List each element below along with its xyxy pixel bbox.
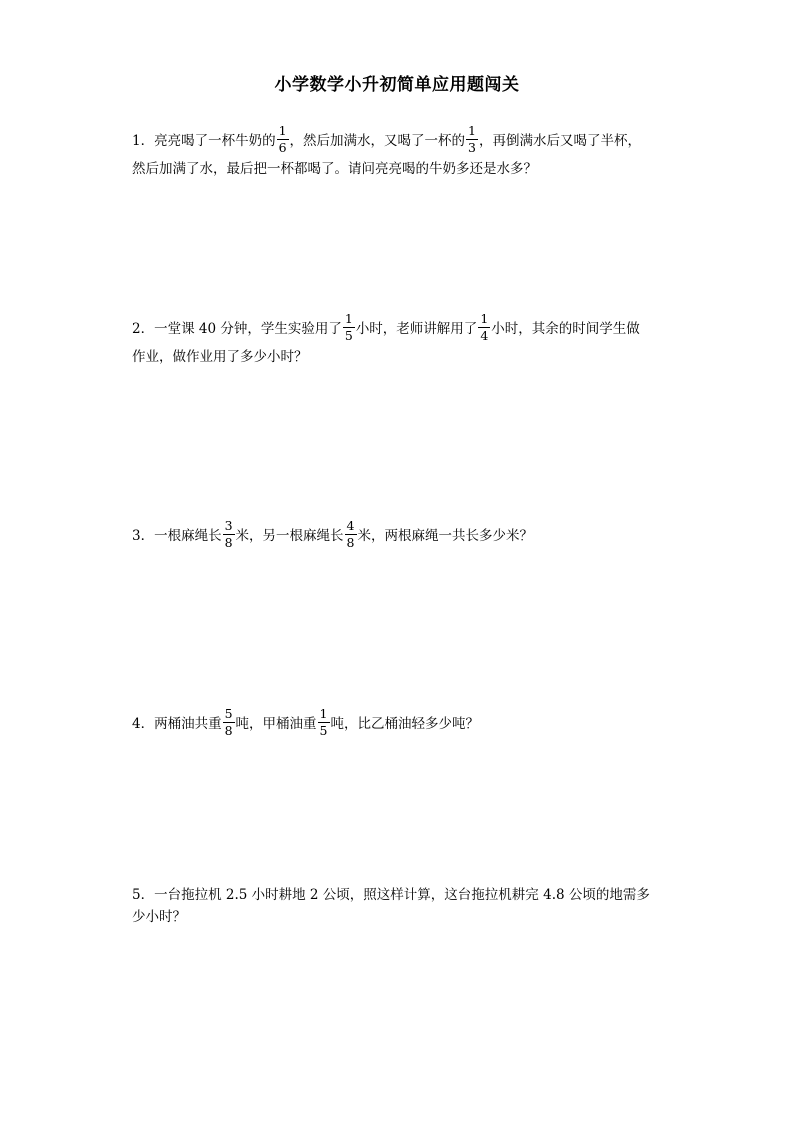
fraction-denominator: 8 xyxy=(224,723,233,738)
question-1-line-2: 然后加满了水，最后把一杯都喝了。请问亮亮喝的牛奶多还是水多？ xyxy=(132,161,537,177)
question-1-text-b: ，然后加满水，又喝了一杯的 xyxy=(289,133,466,149)
question-3-text-c: 米，两根麻绳一共长多少米？ xyxy=(357,528,533,544)
question-5-line-1: 5．一台拖拉机 2.5 小时耕地 2 公顷，照这样计算，这台拖拉机耕完 4.8 公顷的地需多 xyxy=(132,887,650,903)
fraction-one-quarter xyxy=(478,311,490,344)
question-2 xyxy=(132,313,667,368)
question-4-text-a: 4．两桶油共重 xyxy=(132,716,222,732)
question-4-text-b: 吨，甲桶油重 xyxy=(235,716,317,732)
fraction-numerator: 3 xyxy=(224,518,233,533)
fraction-denominator: 8 xyxy=(224,535,233,550)
question-3 xyxy=(132,520,667,553)
question-2-text-c: 小时，其余的时间学生做 xyxy=(491,321,640,337)
question-2-line-2: 作业，做作业用了多少小时？ xyxy=(132,349,308,365)
fraction-one-sixth xyxy=(277,123,289,156)
question-1-text-a: 1．亮亮喝了一杯牛奶的 xyxy=(132,133,276,149)
fraction-one-third xyxy=(466,123,478,156)
fraction-denominator: 3 xyxy=(468,140,476,155)
fraction-five-eighths xyxy=(223,706,235,739)
question-2-text-a: 2．一堂课 40 分钟，学生实验用了 xyxy=(132,321,342,337)
fraction-numerator: 4 xyxy=(346,518,355,533)
fraction-denominator: 6 xyxy=(278,140,287,155)
fraction-numerator: 1 xyxy=(319,706,328,721)
fraction-numerator: 1 xyxy=(278,123,287,138)
fraction-one-fifth xyxy=(318,706,330,739)
fraction-denominator: 5 xyxy=(319,723,328,738)
question-4-line-1 xyxy=(132,708,667,741)
question-2-line-1 xyxy=(132,313,667,346)
fraction-denominator: 4 xyxy=(480,328,489,343)
question-5-line-2: 少小时？ xyxy=(132,909,186,925)
fraction-four-eighths xyxy=(345,518,357,551)
question-3-line-1 xyxy=(132,520,667,553)
fraction-numerator: 1 xyxy=(468,123,476,138)
question-1 xyxy=(132,125,667,180)
fraction-denominator: 5 xyxy=(344,328,353,343)
fraction-three-eighths xyxy=(223,518,235,551)
fraction-numerator: 1 xyxy=(344,311,353,326)
fraction-numerator: 1 xyxy=(480,311,489,326)
question-1-text-c: ，再倒满水后又喝了半杯， xyxy=(479,133,641,149)
fraction-numerator: 5 xyxy=(224,706,233,721)
question-2-text-b: 小时，老师讲解用了 xyxy=(355,321,478,337)
question-4 xyxy=(132,708,667,741)
fraction-denominator: 8 xyxy=(346,535,355,550)
fraction-one-fifth xyxy=(343,311,355,344)
question-3-text-b: 米，另一根麻绳长 xyxy=(235,528,344,544)
question-1-line-1 xyxy=(132,125,667,158)
question-4-text-c: 吨，比乙桶油轻多少吨？ xyxy=(330,716,479,732)
question-3-text-a: 3．一根麻绳长 xyxy=(132,528,222,544)
question-5 xyxy=(132,885,667,928)
page-title: 小学数学小升初简单应用题闯关 xyxy=(274,75,520,95)
